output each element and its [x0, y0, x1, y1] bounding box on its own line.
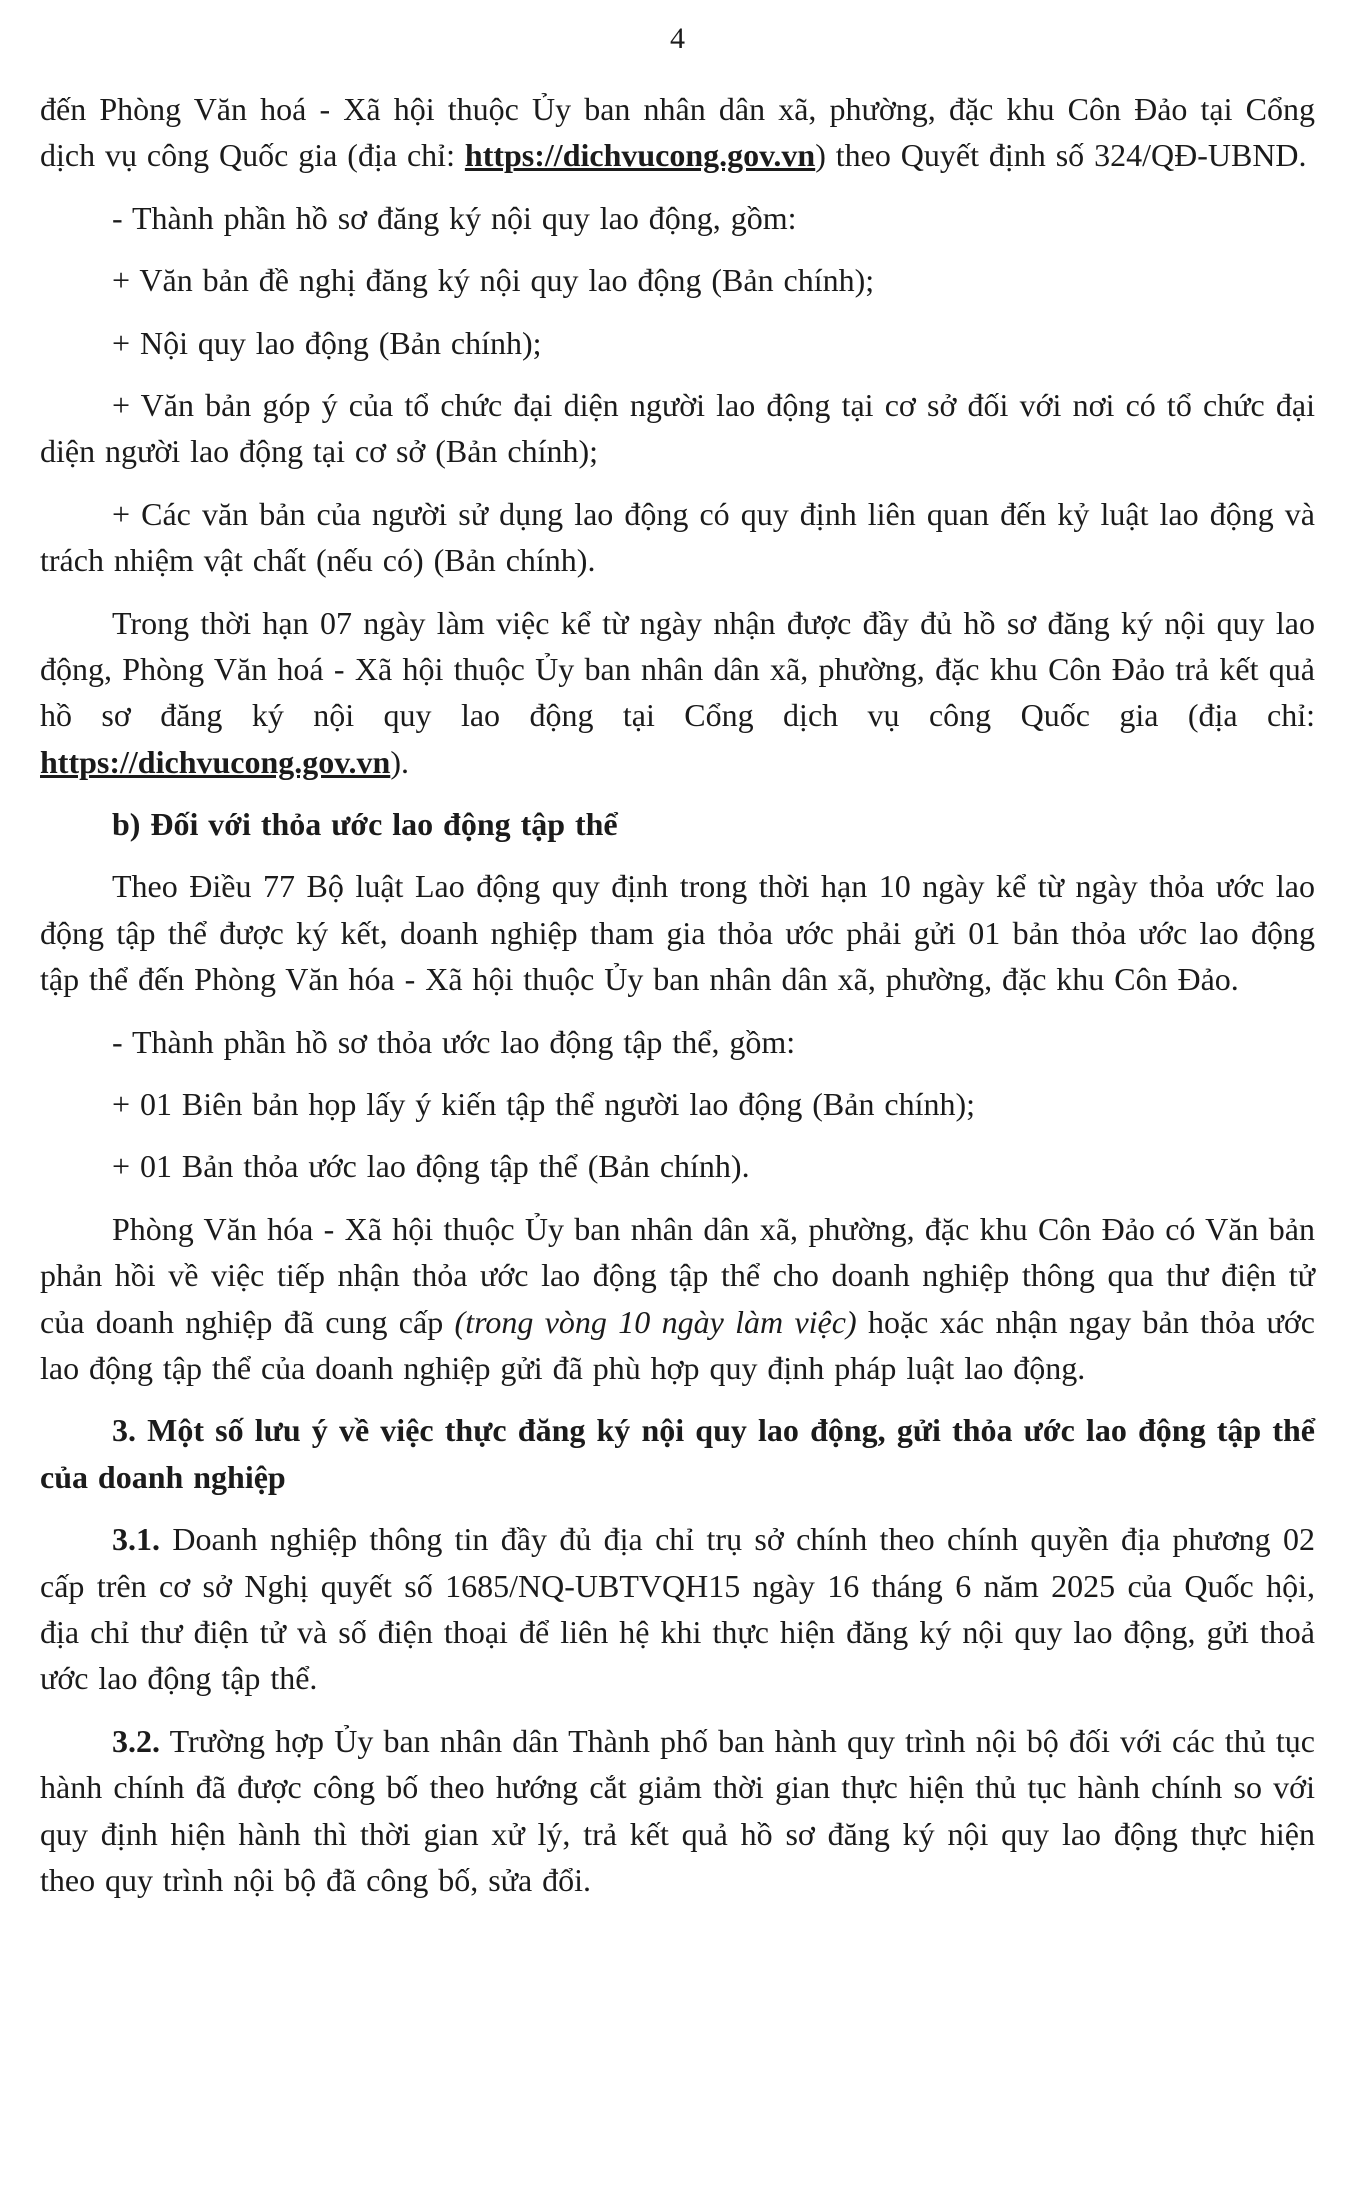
- text-run: + Nội quy lao động (Bản chính);: [112, 324, 542, 361]
- italic-note: (trong vòng 10 ngày làm việc): [454, 1303, 857, 1340]
- text-run: 3. Một số lưu ý về việc thực đăng ký nội quy lao động, gửi thỏa ước lao động tập thể của doanh nghiệp: [40, 1412, 1315, 1495]
- paragraph-3-2: [40, 1718, 1315, 1904]
- text-run: b) Đối với thỏa ước lao động tập thể: [112, 806, 618, 843]
- text-run: Trong thời hạn 07 ngày làm việc kể từ ngày nhận được đầy đủ hồ sơ đăng ký nội quy lao động, Phòng Văn hoá - Xã hội thuộc Ủy ban nhân dân xã, phường, đặc khu Côn Đảo trả kết quả hồ sơ đăng ký nội quy lao động tại Cổng dịch vụ công Quốc gia (địa chỉ:: [40, 604, 1315, 734]
- body-paragraph-phan-hoi: [40, 1206, 1315, 1392]
- list-item: [40, 382, 1315, 475]
- text-run: ).: [390, 743, 409, 780]
- body-paragraph-thoi-han: [40, 600, 1315, 786]
- list-intro-ho-so-noi-quy: [40, 195, 1315, 241]
- page-number: 4: [670, 22, 685, 55]
- clause-number: 3.2.: [112, 1722, 160, 1759]
- text-run: Doanh nghiệp thông tin đầy đủ địa chỉ trụ sở chính theo chính quyền địa phương 02 cấp trên cơ sở Nghị quyết số 1685/NQ-UBTVQH15 ngày 16 tháng 6 năm 2025 của Quốc hội, địa chỉ thư điện tử và số điện thoại để liên hệ khi thực hiện đăng ký nội quy lao động, gửi thoả ước lao động tập thể.: [40, 1521, 1315, 1697]
- list-item: [40, 320, 1315, 366]
- text-run: Trường hợp Ủy ban nhân dân Thành phố ban hành quy trình nội bộ đối với các thủ tục hành chính đã được công bố theo hướng cắt giảm thời gian thực hiện thủ tục hành chính so với quy định hiện hành thì thời gian xử lý, trả kết quả hồ sơ đăng ký nội quy lao động thực hiện theo quy trình nội bộ đã công bố, sửa đổi.: [40, 1722, 1315, 1898]
- text-run: + Văn bản góp ý của tổ chức đại diện người lao động tại cơ sở đối với nơi có tổ chức đại diện người lao động tại cơ sở (Bản chính);: [40, 386, 1315, 470]
- text-run: đến Phòng Văn hoá - Xã hội thuộc Ủy ban nhân dân xã, phường, đặc khu Côn Đảo tại Cổng dịch vụ công Quốc gia (địa chỉ:: [40, 91, 1315, 174]
- clause-number: 3.1.: [112, 1521, 160, 1558]
- text-run: + Các văn bản của người sử dụng lao động có quy định liên quan đến kỷ luật lao động và trách nhiệm vật chất (nếu có) (Bản chính).: [40, 495, 1315, 579]
- list-item: [40, 1143, 1315, 1189]
- text-run: - Thành phần hồ sơ thỏa ước lao động tập thể, gồm:: [112, 1023, 796, 1060]
- list-item: [40, 491, 1315, 584]
- text-run: + 01 Bản thỏa ước lao động tập thể (Bản chính).: [112, 1148, 750, 1185]
- text-run: + 01 Biên bản họp lấy ý kiến tập thể người lao động (Bản chính);: [112, 1086, 976, 1123]
- paragraph-3-1: [40, 1516, 1315, 1702]
- list-item: [40, 1081, 1315, 1127]
- portal-url-link[interactable]: https://dichvucong.gov.vn: [40, 743, 391, 780]
- section-heading-b: [40, 801, 1315, 847]
- text-run: - Thành phần hồ sơ đăng ký nội quy lao động, gồm:: [112, 199, 797, 236]
- text-run: hoặc xác nhận ngay bản thỏa ước lao động tập thể của doanh nghiệp gửi đã phù hợp quy định pháp luật lao động.: [40, 1303, 1315, 1386]
- portal-url-link[interactable]: https://dichvucong.gov.vn: [464, 137, 816, 174]
- document-body: [40, 86, 1315, 1903]
- text-run: + Văn bản đề nghị đăng ký nội quy lao động (Bản chính);: [112, 262, 875, 299]
- text-run: Phòng Văn hóa - Xã hội thuộc Ủy ban nhân dân xã, phường, đặc khu Côn Đảo có Văn bản phản hồi về việc tiếp nhận thỏa ước lao động tập thể cho doanh nghiệp thông qua thư điện tử của doanh nghiệp đã cung cấp: [40, 1210, 1315, 1340]
- list-item: [40, 257, 1315, 303]
- continuation-paragraph: [40, 86, 1315, 179]
- text-run: Theo Điều 77 Bộ luật Lao động quy định trong thời hạn 10 ngày kể từ ngày thỏa ước lao động tập thể được ký kết, doanh nghiệp tham gia thỏa ước phải gửi 01 bản thỏa ước lao động tập thể đến Phòng Văn hóa - Xã hội thuộc Ủy ban nhân dân xã, phường, đặc khu Côn Đảo.: [40, 868, 1315, 998]
- body-paragraph-dieu-77: [40, 863, 1315, 1002]
- section-heading-3: [40, 1407, 1315, 1500]
- list-intro-ho-so-thoa-uoc: [40, 1019, 1315, 1065]
- text-run: ) theo Quyết định số 324/QĐ-UBND.: [815, 137, 1307, 174]
